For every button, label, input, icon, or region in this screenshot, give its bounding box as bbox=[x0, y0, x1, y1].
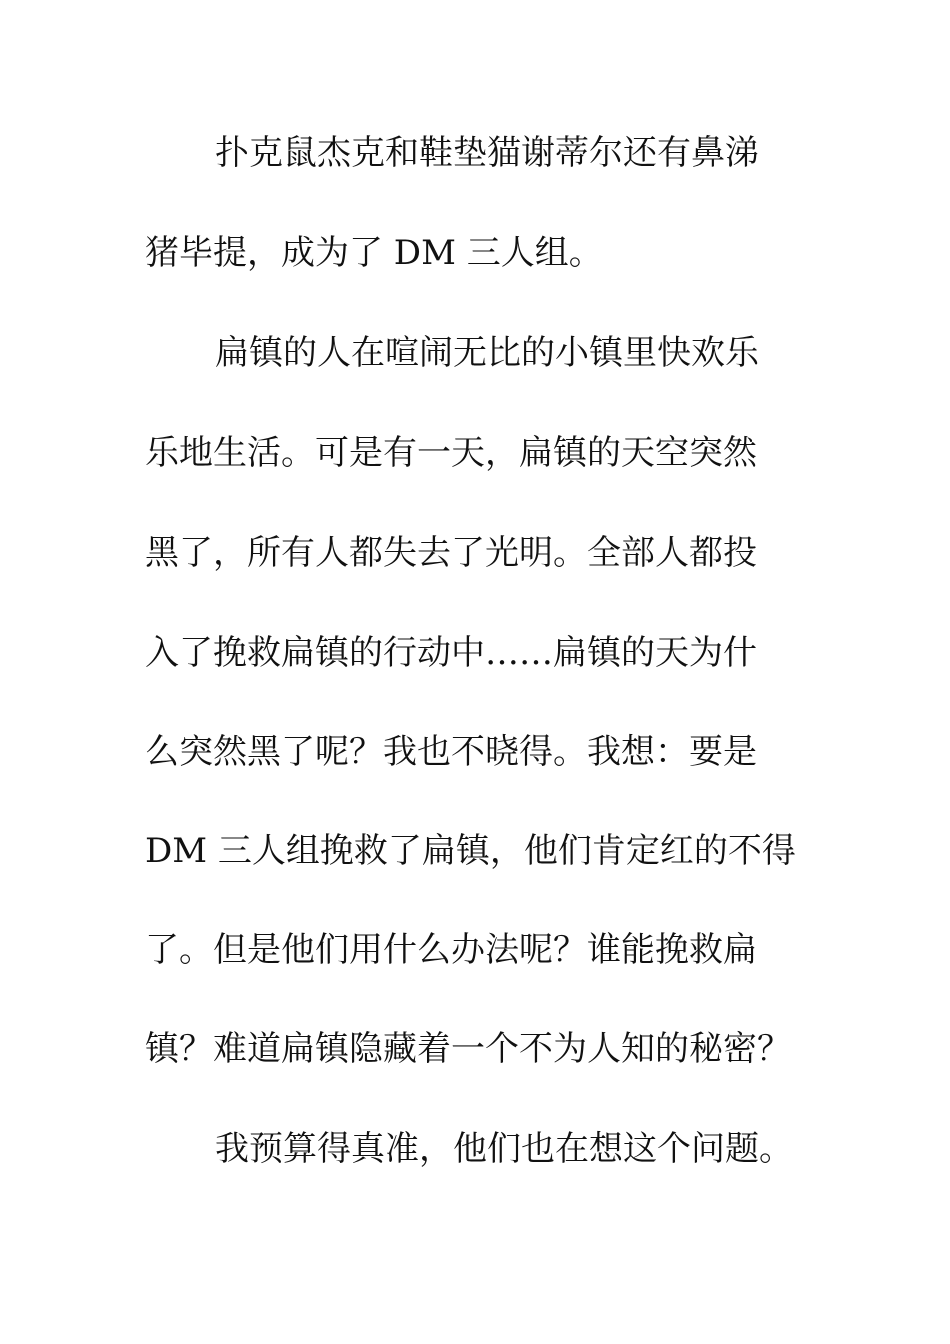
paragraph-2-line-5: 么突然黑了呢？我也不晓得。我想：要是 bbox=[145, 732, 757, 772]
paragraph-2-line-2: 乐地生活。可是有一天，扁镇的天空突然 bbox=[145, 433, 757, 473]
paragraph-2-line-7: 了。但是他们用什么办法呢？谁能挽救扁 bbox=[145, 930, 757, 970]
paragraph-2-line-4: 入了挽救扁镇的行动中……扁镇的天为什 bbox=[145, 633, 757, 673]
paragraph-2-line-6: DM 三人组挽救了扁镇，他们肯定红的不得 bbox=[145, 831, 796, 871]
paragraph-1-line-2: 猪毕提，成为了 DM 三人组。 bbox=[145, 233, 603, 273]
paragraph-2-line-1: 扁镇的人在喧闹无比的小镇里快欢乐 bbox=[215, 333, 759, 373]
paragraph-2-line-8: 镇？难道扁镇隐藏着一个不为人知的秘密？ bbox=[145, 1029, 791, 1069]
paragraph-1-line-1: 扑克鼠杰克和鞋垫猫谢蒂尔还有鼻涕 bbox=[215, 133, 759, 173]
paragraph-2-line-3: 黑了，所有人都失去了光明。全部人都投 bbox=[145, 533, 757, 573]
paragraph-3-line-1: 我预算得真准，他们也在想这个问题。 bbox=[215, 1129, 793, 1169]
